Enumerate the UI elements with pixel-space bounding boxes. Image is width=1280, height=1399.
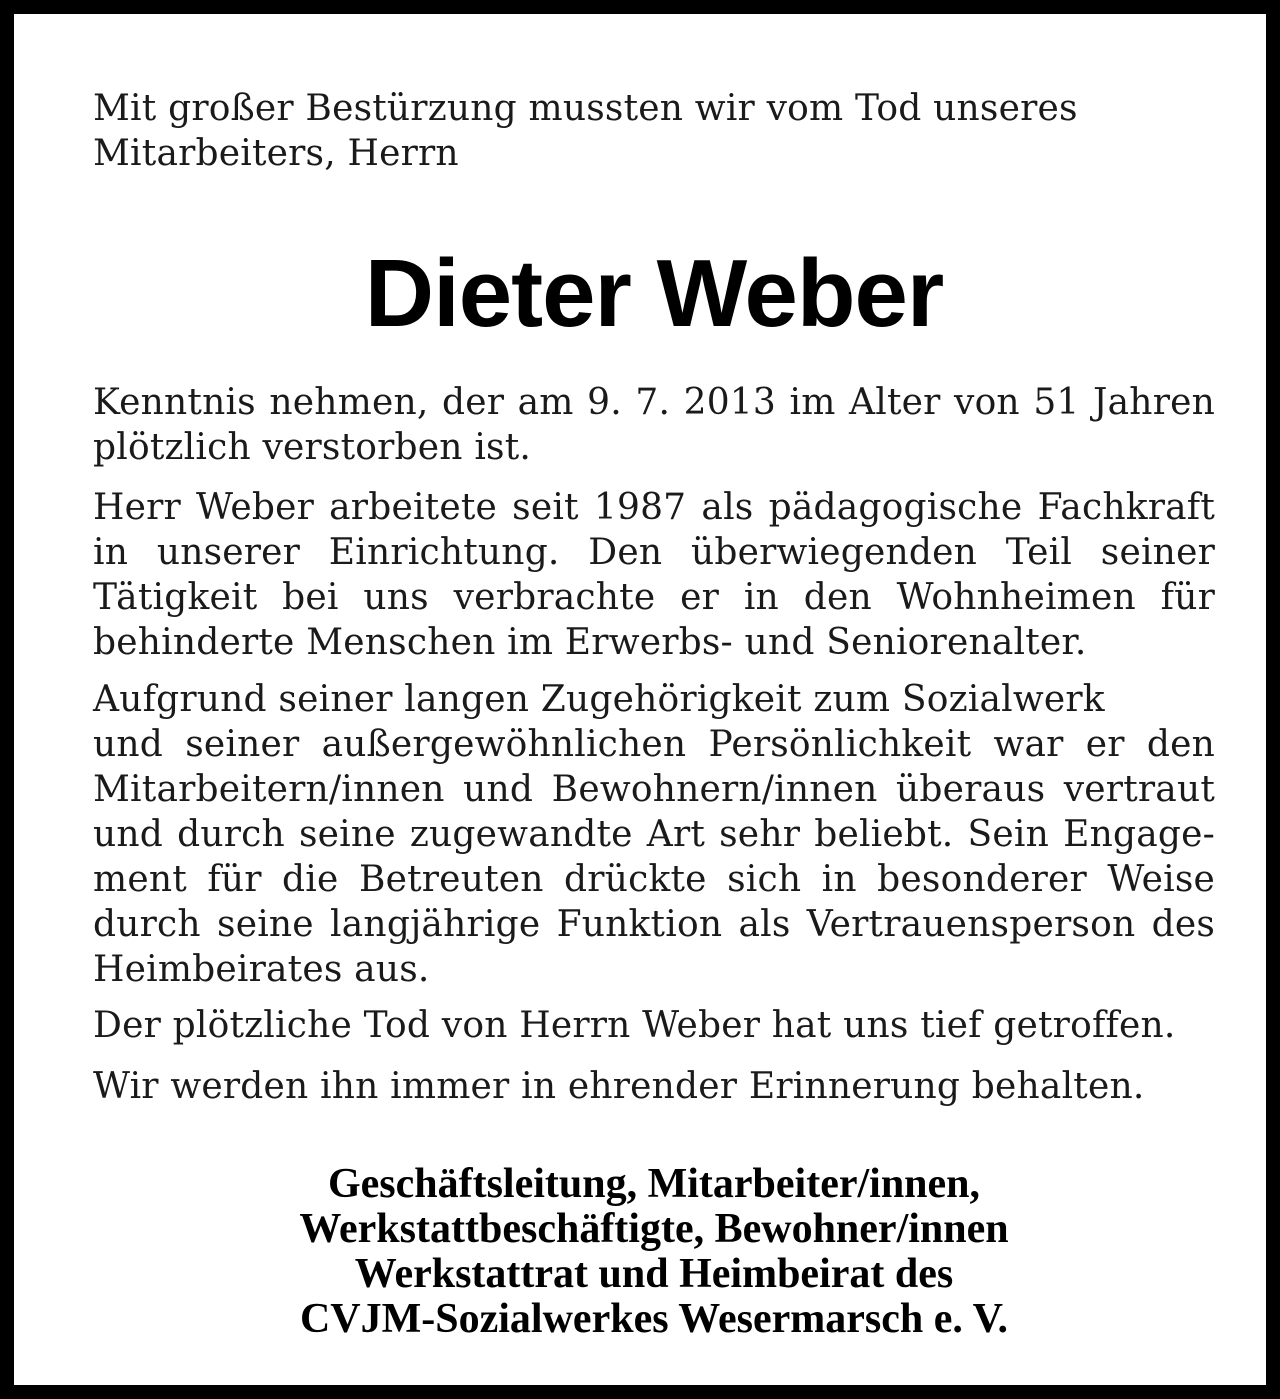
intro-line: Mitarbeiters, Herrn (93, 133, 459, 174)
signature-line: CVJM-Sozialwerkes Wesermarsch e. V. (299, 1296, 1009, 1342)
paragraph-death-notice (93, 380, 1215, 470)
intro-text (93, 86, 1215, 176)
deceased-name: Dieter Weber (364, 240, 944, 347)
text-line: Mitarbeitern/innen und Bewohnern/innen überaus vertraut (93, 769, 1215, 810)
text-line: ment für die Betreuten drückte sich in besonderer Weise (93, 859, 1215, 900)
signature-line: Werkstattbeschäftigte, Bewohner/innen (299, 1206, 1009, 1252)
text-line: in unserer Einrichtung. Den überwiegenden Teil seiner (93, 532, 1215, 573)
text-line: behinderte Menschen im Erwerbs- und Seniorenalter. (93, 622, 1087, 663)
text-line: Der plötzliche Tod von Herrn Weber hat uns tief getroffen. (93, 1005, 1176, 1046)
signature-line: Geschäftsleitung, Mitarbeiter/innen, (327, 1161, 981, 1207)
signature-line: Werkstattrat und Heimbeirat des (354, 1251, 954, 1297)
paragraph-career (93, 485, 1215, 665)
signature-block (14, 1162, 1280, 1342)
text-line: Heimbeirates aus. (93, 949, 430, 990)
text-line: plötzlich verstorben ist. (93, 427, 532, 468)
text-line: und durch seine zugewandte Art sehr beliebt. Sein Engage- (93, 814, 1215, 855)
text-line: und seiner außergewöhnlichen Persönlichkeit war er den (93, 724, 1215, 765)
text-line: Wir werden ihn immer in ehrender Erinnerung behalten. (93, 1066, 1145, 1107)
intro-line: Mit großer Bestürzung mussten wir vom Tod unseres (93, 88, 1078, 129)
text-line: Tätigkeit bei uns verbrachte er in den Wohnheimen für (93, 577, 1215, 618)
paragraph-remembrance (93, 1064, 1215, 1109)
paragraph-grief (93, 1003, 1215, 1048)
text-line: durch seine langjährige Funktion als Vertrauensperson des (93, 904, 1215, 945)
text-line: Herr Weber arbeitete seit 1987 als pädagogische Fachkraft (93, 487, 1215, 528)
text-line: Aufgrund seiner langen Zugehörigkeit zum Sozialwerk (93, 679, 1105, 720)
text-line: Kenntnis nehmen, der am 9. 7. 2013 im Alter von 51 Jahren (93, 382, 1215, 423)
paragraph-appreciation (93, 677, 1215, 992)
